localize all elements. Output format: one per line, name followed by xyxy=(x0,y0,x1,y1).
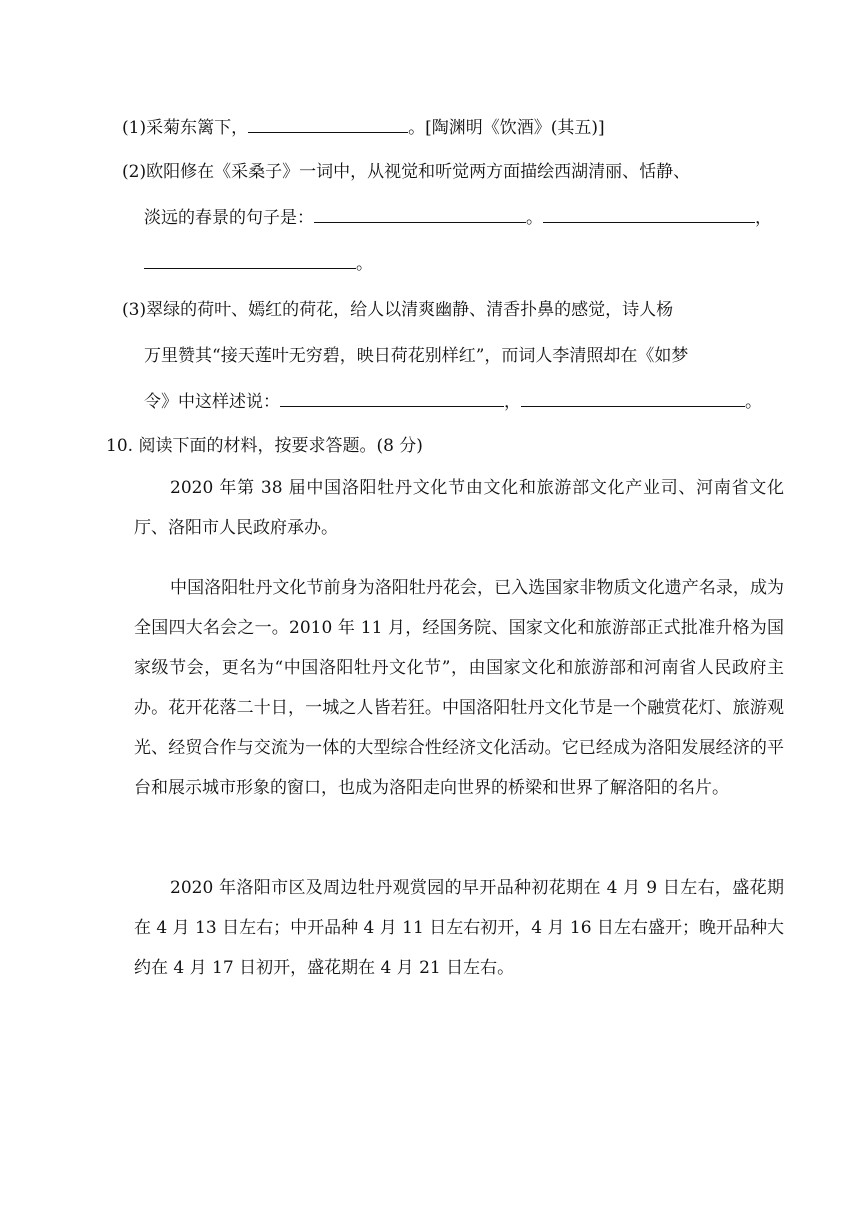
answer-blank-6[interactable] xyxy=(521,390,745,407)
q10-paragraph-2-text: 中国洛阳牡丹文化节前身为洛阳牡丹花会，已入选国家非物质文化遗产名录，成为全国四大名会之一。2010 年 11 月，经国务院、国家文化和旅游部正式批准升格为国家级节会，更名为“中国洛阳牡丹文化节”，由国家文化和旅游部和河南省人民政府主办。花开花落二十日，一城之人皆若狂。中国洛阳牡丹文化节是一个融赏花灯、旅游观光、经贸合作与交流为一体的大型综合性经济文化活动。它已经成为洛阳发展经济的平台和展示城市形象的窗口，也成为洛阳走向世界的桥梁和世界了解洛阳的名片。 xyxy=(134,578,784,798)
q9-item-1 xyxy=(122,116,605,140)
q9-item-3-line-2: 万里赞其“接天莲叶无穷碧，映日荷花别样红”，而词人李清照却在《如梦 xyxy=(144,346,689,366)
q9-item-2-sep-1: 。 xyxy=(526,208,543,228)
answer-blank-1[interactable] xyxy=(248,116,408,133)
answer-blank-3[interactable] xyxy=(543,206,755,223)
q9-item-3-sep: ， xyxy=(504,392,521,412)
q10-paragraph-1 xyxy=(134,468,784,548)
answer-blank-4[interactable] xyxy=(144,252,356,269)
q9-item-3-line-1: (3)翠绿的荷叶、嫣红的荷花，给人以清爽幽静、清香扑鼻的感觉，诗人杨 xyxy=(122,300,674,320)
q9-item-1-suffix: 。[陶渊明《饮酒》(其五)] xyxy=(408,118,605,138)
q10-paragraph-3-text: 2020 年洛阳市区及周边牡丹观赏园的早开品种初花期在 4 月 9 日左右，盛花期在 4 月 13 日左右；中开品种 4 月 11 日左右初开，4 月 16 日左右盛开；晚开品种大约在 4 月 17 日初开，盛花期在 4 月 21 日左右。 xyxy=(134,878,784,978)
q9-item-3-prefix: 令》中这样述说： xyxy=(144,392,280,412)
q9-item-2-line-3 xyxy=(144,252,373,276)
q10-heading: 10. 阅读下面的材料，按要求答题。(8 分) xyxy=(106,436,423,456)
answer-blank-2[interactable] xyxy=(314,206,526,223)
q9-item-3-line-3 xyxy=(144,390,762,414)
q9-item-2-end: 。 xyxy=(356,254,373,274)
q9-item-1-prefix: (1)采菊东篱下， xyxy=(122,118,249,138)
q10-paragraph-3 xyxy=(134,868,784,988)
q10-paragraph-2 xyxy=(134,568,784,808)
q9-item-3-end: 。 xyxy=(745,392,762,412)
q9-item-2-sep-2: ， xyxy=(755,208,772,228)
q9-item-2-line-2 xyxy=(144,206,772,230)
q9-item-2-line-1: (2)欧阳修在《采桑子》一词中，从视觉和听觉两方面描绘西湖清丽、恬静、 xyxy=(122,162,691,182)
q9-item-2-prefix: 淡远的春景的句子是： xyxy=(144,208,314,228)
q10-paragraph-1-text: 2020 年第 38 届中国洛阳牡丹文化节由文化和旅游部文化产业司、河南省文化厅、洛阳市人民政府承办。 xyxy=(134,478,784,538)
answer-blank-5[interactable] xyxy=(280,390,504,407)
